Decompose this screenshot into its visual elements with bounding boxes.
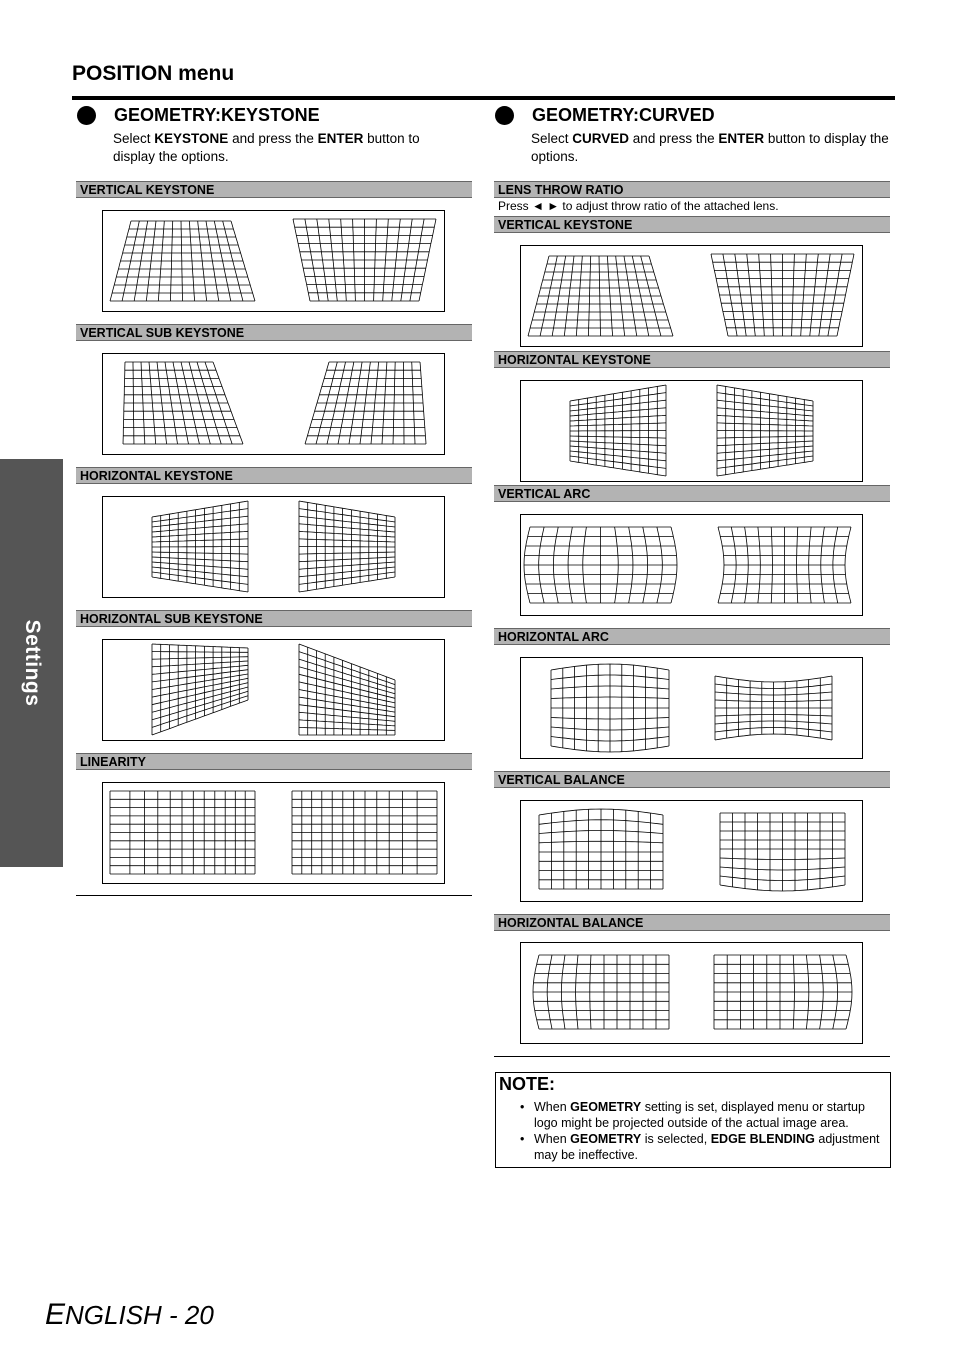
- grid-line: [717, 415, 813, 421]
- grid-line: [570, 423, 666, 426]
- grid-line: [152, 657, 248, 660]
- grid-line: [717, 436, 813, 438]
- grid-line: [152, 670, 248, 682]
- grid-line: [570, 393, 666, 406]
- item-curved-vertical-keystone: VERTICAL KEYSTONE: [494, 216, 890, 233]
- grid-line: [299, 720, 395, 726]
- right-bottom-rule: [494, 1056, 890, 1057]
- right-section-heading: GEOMETRY:CURVED: [532, 105, 715, 125]
- curved-vertical-keystone-diagram: [520, 245, 863, 347]
- grid-line: [299, 557, 395, 562]
- curved-horizontal-keystone-diagram: [520, 380, 863, 482]
- item-curved-horizontal-keystone: HORIZONTAL KEYSTONE: [494, 351, 890, 368]
- grid-line: [299, 652, 395, 685]
- grid-line: [152, 547, 248, 548]
- note-bullet-1: • When GEOMETRY setting is set, displayed menu or startup logo might be projected outside of the actual image area.: [520, 1099, 880, 1131]
- grid-line: [570, 461, 666, 476]
- grid-line: [715, 734, 832, 740]
- item-vertical-arc: VERTICAL ARC: [494, 485, 890, 502]
- grid-line: [299, 577, 395, 592]
- grid-line: [299, 547, 395, 548]
- vertical-sub-keystone-diagram: [102, 353, 445, 455]
- title-rule: [72, 96, 895, 100]
- grid-line: [718, 527, 724, 603]
- grid-line: [152, 644, 248, 648]
- vertical-keystone-diagram: [102, 210, 445, 312]
- left-section-heading: GEOMETRY:KEYSTONE: [114, 105, 320, 125]
- grid-line: [152, 531, 248, 537]
- item-horizontal-balance: HORIZONTAL BALANCE: [494, 914, 890, 931]
- grid-line: [152, 683, 248, 705]
- horizontal-sub-keystone-diagram: [102, 639, 445, 741]
- item-vertical-keystone: VERTICAL KEYSTONE: [76, 181, 472, 198]
- grid-line: [299, 572, 395, 584]
- grid-line: [299, 501, 395, 517]
- item-horizontal-sub-keystone: HORIZONTAL SUB KEYSTONE: [76, 610, 472, 627]
- item-horizontal-keystone: HORIZONTAL KEYSTONE: [76, 467, 472, 484]
- grid-line: [152, 577, 248, 592]
- linearity-diagram: [102, 782, 445, 884]
- item-linearity: LINEARITY: [76, 753, 472, 770]
- right-intro: Select CURVED and press the ENTER button to display the options.: [531, 131, 889, 164]
- horizontal-keystone-diagram: [102, 496, 445, 598]
- grid-line: [299, 705, 395, 717]
- bullet-icon: [495, 106, 514, 125]
- grid-line: [299, 539, 395, 542]
- page-title: POSITION menu: [72, 62, 235, 85]
- grid-line: [717, 461, 813, 476]
- vertical-arc-diagram: [520, 514, 863, 616]
- grid-line: [570, 456, 666, 468]
- item-lens-throw-ratio: LENS THROW RATIO: [494, 181, 890, 198]
- grid-line: [152, 674, 248, 690]
- grid-line: [152, 678, 248, 697]
- vertical-balance-diagram: [520, 800, 863, 902]
- page-footer: ENGLISH - 20: [45, 1298, 214, 1331]
- note-title: NOTE:: [499, 1074, 555, 1094]
- grid-line: [152, 687, 248, 712]
- grid-line: [717, 441, 813, 446]
- grid-line: [717, 456, 813, 468]
- grid-line: [152, 652, 248, 653]
- note-box: [495, 1072, 891, 1168]
- side-tab-label: Settings: [20, 619, 44, 707]
- note-bullet-2: • When GEOMETRY is selected, EDGE BLENDING adjustment may be ineffective.: [520, 1131, 880, 1163]
- grid-line: [299, 667, 395, 694]
- grid-line: [299, 531, 395, 537]
- grid-line: [152, 539, 248, 542]
- grid-line: [570, 436, 666, 438]
- grid-line: [299, 712, 395, 721]
- left-intro: Select KEYSTONE and press the ENTER button to display the options.: [113, 131, 420, 164]
- grid-line: [152, 501, 248, 517]
- grid-line: [715, 676, 832, 682]
- grid-line: [152, 665, 248, 674]
- grid-line: [570, 385, 666, 401]
- grid-line: [717, 423, 813, 426]
- grid-line: [152, 696, 248, 728]
- grid-line: [152, 557, 248, 562]
- left-bottom-rule: [76, 895, 472, 896]
- settings-side-tab: [0, 459, 63, 867]
- item-horizontal-arc: HORIZONTAL ARC: [494, 628, 890, 645]
- grid-line: [570, 431, 666, 432]
- grid-line: [299, 509, 395, 522]
- grid-line: [152, 661, 248, 667]
- grid-line: [570, 415, 666, 421]
- grid-line: [717, 393, 813, 406]
- bullet-icon: [77, 106, 96, 125]
- grid-line: [152, 509, 248, 522]
- lens-throw-ratio-description: Press ◄ ► to adjust throw ratio of the attached lens.: [498, 199, 779, 213]
- grid-line: [717, 431, 813, 432]
- item-vertical-balance: VERTICAL BALANCE: [494, 771, 890, 788]
- grid-line: [570, 441, 666, 446]
- grid-line: [717, 385, 813, 401]
- grid-line: [845, 527, 851, 603]
- horizontal-arc-diagram: [520, 657, 863, 759]
- item-vertical-sub-keystone: VERTICAL SUB KEYSTONE: [76, 324, 472, 341]
- grid-line: [299, 552, 395, 554]
- horizontal-balance-diagram: [520, 942, 863, 1044]
- grid-line: [152, 552, 248, 554]
- grid-line: [152, 572, 248, 584]
- grid-line: [299, 727, 395, 730]
- grid-line: [299, 674, 395, 698]
